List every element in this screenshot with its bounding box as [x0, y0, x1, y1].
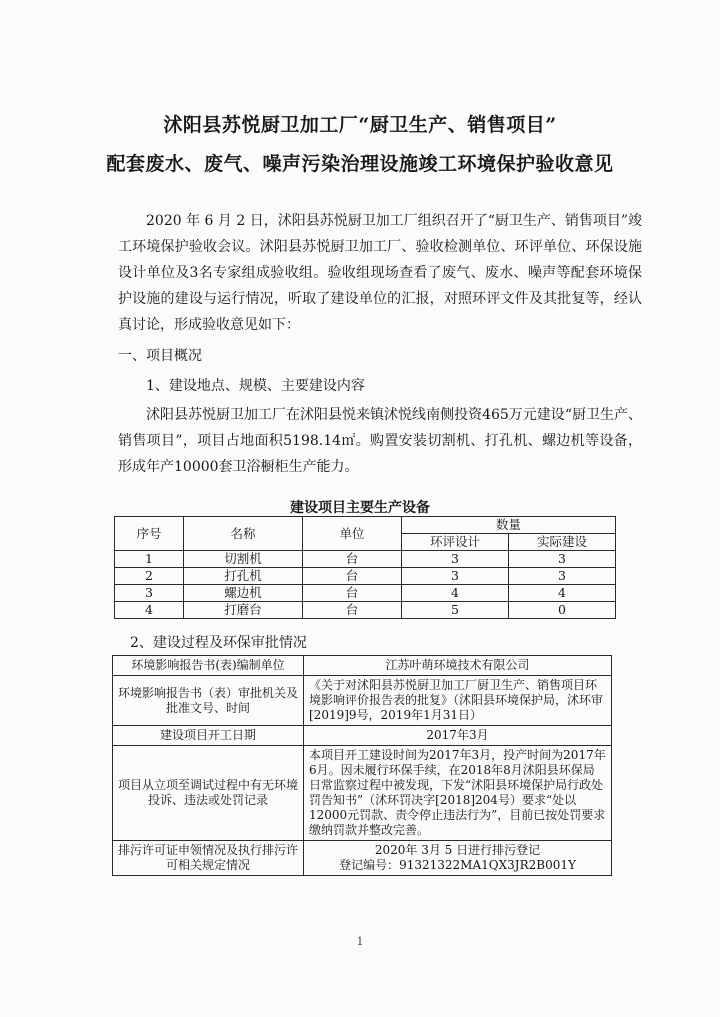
equipment-table: [114, 516, 616, 619]
table-row: [113, 676, 612, 726]
cell-actual: 4: [509, 585, 616, 602]
approval-label: 项目从立项至调试过程中有无环境投诉、违法或处罚记录: [113, 746, 304, 841]
page-number: 1: [356, 935, 364, 948]
approval-value: 江苏叶萌环境技术有限公司: [304, 656, 612, 676]
approval-label: 环境影响报告书(表)编制单位: [113, 656, 304, 676]
cell-name: 螺边机: [184, 585, 303, 602]
cell-name: 打孔机: [184, 568, 303, 585]
cell-eia: 3: [402, 568, 509, 585]
cell-unit: 台: [303, 602, 402, 619]
approval-table: [112, 655, 612, 876]
header-quantity: 数量: [402, 517, 616, 534]
document-title-line2: 配套废水、废气、噪声污染治理设施竣工环境保护验收意见: [106, 153, 614, 175]
header-actual: 实际建设: [509, 534, 616, 551]
table-header-row: [115, 517, 616, 534]
approval-value-line1: 2020年 3月 5 日进行排污登记: [374, 843, 541, 857]
project-description: 沭阳县苏悦厨卫加工厂在沭阳县悦来镇沭悦线南侧投资465万元建设“厨卫生产、销售项目”，项目占地面积5198.14㎡。购置安装切割机、打孔机、螺边机等设备，形成年产10000套卫浴橱柜生产能力。: [118, 407, 642, 475]
cell-name: 打磨台: [184, 602, 303, 619]
approval-value: 2017年3月: [304, 726, 612, 746]
document-title-line1: 沭阳县苏悦厨卫加工厂“厨卫生产、销售项目”: [163, 114, 557, 136]
cell-no: 2: [115, 568, 184, 585]
table-row: [113, 746, 612, 841]
subsection-heading-approval: 2、建设过程及环保审批情况: [130, 635, 307, 651]
cell-unit: 台: [303, 551, 402, 568]
cell-eia: 4: [402, 585, 509, 602]
approval-value-line2: 登记编号：91321322MA1QX3JR2B001Y: [339, 858, 576, 872]
cell-unit: 台: [303, 585, 402, 602]
cell-actual: 3: [509, 551, 616, 568]
table-row: [115, 585, 616, 602]
header-no: 序号: [115, 517, 184, 551]
cell-eia: 5: [402, 602, 509, 619]
cell-no: 4: [115, 602, 184, 619]
cell-no: 3: [115, 585, 184, 602]
table-row: [113, 656, 612, 676]
equipment-table-title: 建设项目主要生产设备: [290, 500, 430, 516]
section-heading-overview: 一、项目概况: [118, 348, 202, 364]
approval-value-cell: [304, 841, 612, 876]
approval-label: 建设项目开工日期: [113, 726, 304, 746]
table-row: [115, 602, 616, 619]
header-name: 名称: [184, 517, 303, 551]
intro-paragraph: 2020 年 6 月 2 日，沭阳县苏悦厨卫加工厂组织召开了“厨卫生产、销售项目”竣工环境保护验收会议。沭阳县苏悦厨卫加工厂、验收检测单位、环评单位、环保设施设计单位及3名专家组成验收组。验收组现场查看了废气、废水、噪声等配套环境保护设施的建设与运行情况，听取了建设单位的汇报，对照环评文件及其批复等，经认真讨论，形成验收意见如下：: [118, 213, 643, 333]
approval-label: 排污许可证申领情况及执行排污许可相关规定情况: [113, 841, 304, 876]
header-unit: 单位: [303, 517, 402, 551]
table-row: [115, 551, 616, 568]
table-row: [113, 726, 612, 746]
table-row: [113, 841, 612, 876]
cell-no: 1: [115, 551, 184, 568]
approval-value: 《关于对沭阳县苏悦厨卫加工厂厨卫生产、销售项目环境影响评价报告表的批复》（沭阳县环境保护局，沭环审[2019]9号，2019年1月31日）: [304, 676, 612, 726]
cell-eia: 3: [402, 551, 509, 568]
table-row: [115, 568, 616, 585]
cell-name: 切割机: [184, 551, 303, 568]
cell-actual: 3: [509, 568, 616, 585]
approval-value: 本项目开工建设时间为2017年3月，投产时间为2017年6月。因未履行环保手续，在2018年8月沭阳县环保局日常监察过程中被发现，下发“沭阳县环境保护局行政处罚告知书”（沭环罚决字[2018]204号）要求“处以12000元罚款、责令停止违法行为”，目前已按处罚要求缴纳罚款并整改完善。: [304, 746, 612, 841]
cell-actual: 0: [509, 602, 616, 619]
header-eia-design: 环评设计: [402, 534, 509, 551]
cell-unit: 台: [303, 568, 402, 585]
subsection-heading-location: 1、建设地点、规模、主要建设内容: [146, 378, 365, 394]
approval-label: 环境影响报告书（表）审批机关及批准文号、时间: [113, 676, 304, 726]
